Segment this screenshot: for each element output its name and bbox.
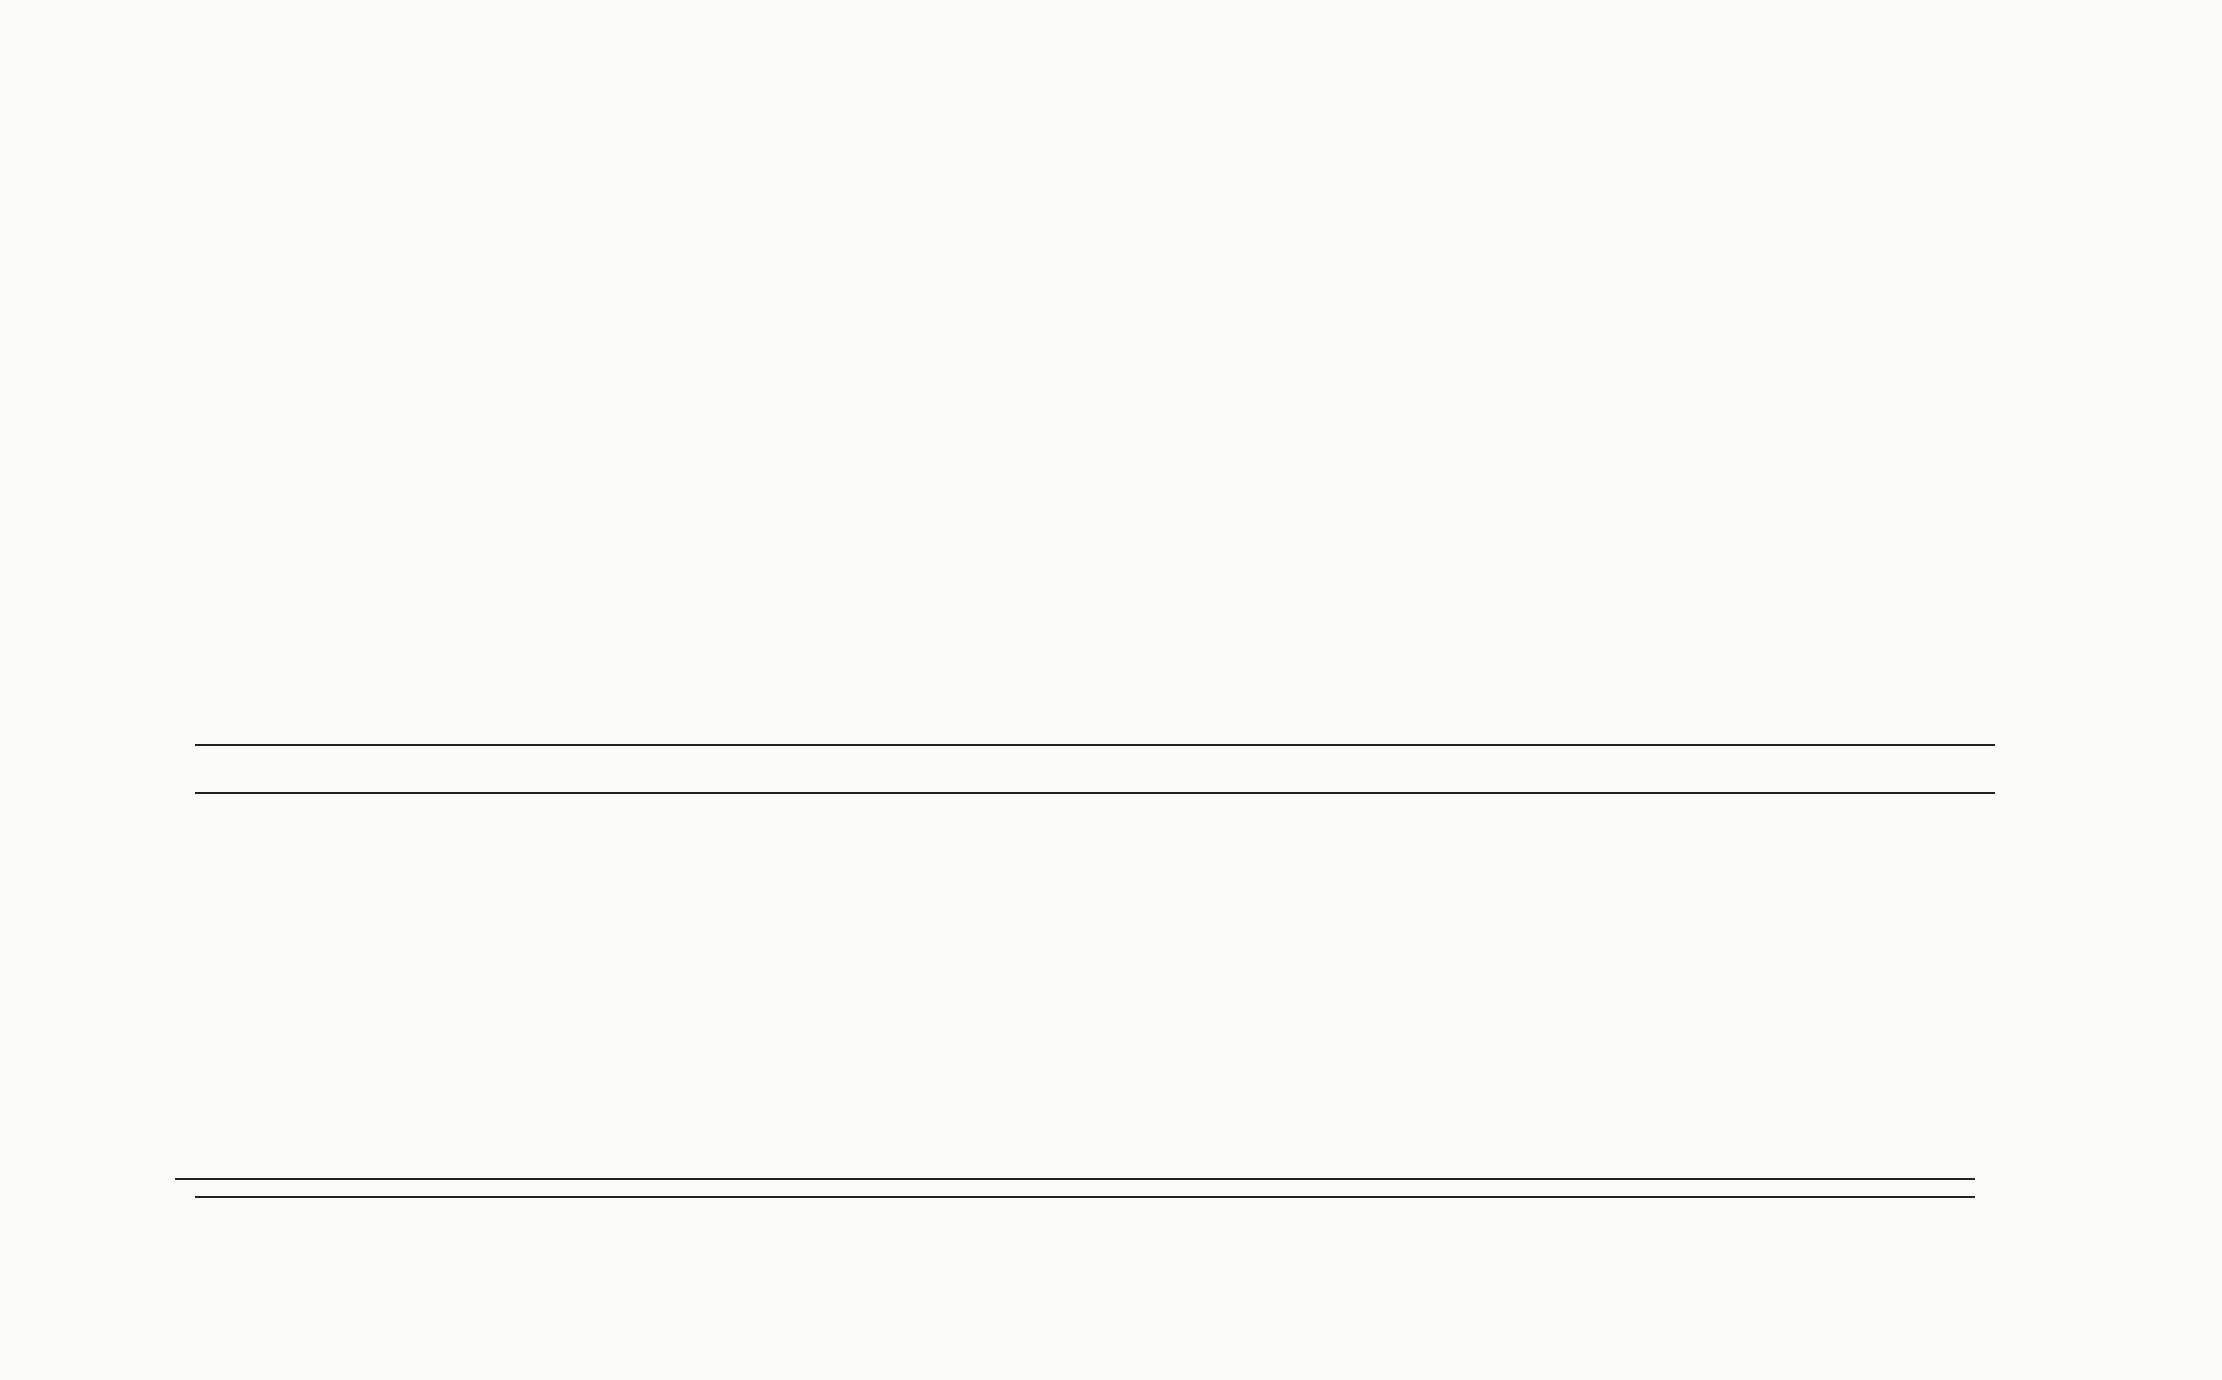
table-bottom-rule-2 [195, 1196, 1975, 1198]
table-bottom-rule [175, 1178, 1975, 1180]
section-divider-bottom [195, 792, 1995, 794]
section-divider-top [195, 744, 1995, 746]
